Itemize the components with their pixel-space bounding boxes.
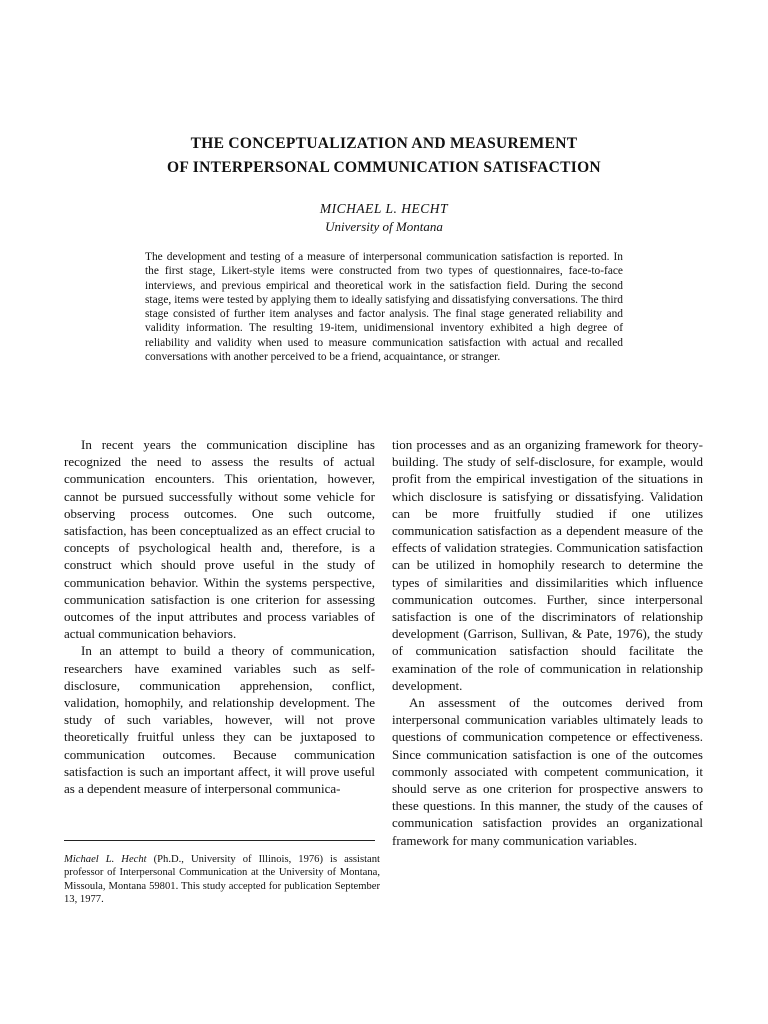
body-paragraph: In recent years the communication discipline has recognized the need to assess the results of actual communication encounters. This orientation, however, cannot be pursued successfully without some vehicle for observing process outcomes. One such outcome, satisfaction, has been conceptualized as an effect crucial to concepts of psychological health and, therefore, is a construct which should prove useful in the study of communication behavior. Within the systems perspective, communication satisfaction is one criterion for assessing outcomes of the input attributes and process variables of actual communication behaviors.: [64, 437, 375, 642]
body-column-right: [392, 436, 703, 849]
body-paragraph: In an attempt to build a theory of communication, researchers have examined variables such as self-disclosure, communication apprehension, conflict, validation, homophily, and relationship development. The study of such variables, however, will not prove theoretically fruitful unless they can be juxtaposed to communication outcomes. Because communication satisfaction is such an important affect, it will prove useful as a dependent measure of interpersonal communica-: [64, 643, 375, 797]
author-affiliation: University of Montana: [325, 219, 443, 234]
paper-title-line-1: THE CONCEPTUALIZATION AND MEASUREMENT: [190, 135, 578, 152]
footnote-author-name: Michael L. Hecht: [64, 854, 147, 865]
footnote-divider: [64, 840, 375, 841]
abstract: The development and testing of a measure of interpersonal communication satisfaction is reported. In the first stage, Likert-style items were constructed from two types of questionnaires, face-to-face interviews, and previous empirical and theoretical work in the satisfaction field. During the second stage, items were tested by applying them to ideally satisfying and dissatisfying conversations. The third stage consisted of further item analyses and factor analysis. The final stage generated reliability and validity information. The resulting 19-item, unidimensional inventory exhibited a high degree of reliability and validity when used to measure communication satisfaction with actual and recalled conversations with another perceived to be a friend, acquaintance, or stranger.: [145, 251, 623, 364]
body-paragraph: An assessment of the outcomes derived from interpersonal communication variables ultimately leads to questions of communication competence or effectiveness. Since communication satisfaction is one of the outcomes commonly associated with competent communication, it should serve as one criterion for prospective answers to these questions. In this manner, the study of the causes of communication satisfaction provides an organizational framework for many communication variables.: [392, 695, 703, 848]
author-footnote: [64, 853, 380, 907]
paper-title-line-2: OF INTERPERSONAL COMMUNICATION SATISFACTION: [167, 159, 601, 176]
footnote-text: (Ph.D., University of Illinois, 1976) is assistant professor of Interpersonal Communication at the University of Montana, Missoula, Montana 59801. This study accepted for publication September 13, 1977.: [64, 854, 381, 906]
author-name: MICHAEL L. HECHT: [319, 201, 449, 216]
body-paragraph: tion processes and as an organizing framework for theory-building. The study of self-disclosure, for example, would profit from the empirical investigation of the situations in which disclosure is satisfying or dissatisfying. Validation can be more fruitfully studied if one utilizes communication satisfaction as a dependent measure of the effects of validation strategies. Communication satisfaction can be utilized in homophily research to determine the types of similarities and dissimilarities which influence communication outcomes. Further, since interpersonal satisfaction is one of the discriminators of relationship development (Garrison, Sullivan, & Pate, 1976), the study of communication satisfaction should facilitate the examination of the role of communication in relationship development.: [392, 437, 703, 693]
body-column-left: [64, 436, 375, 797]
